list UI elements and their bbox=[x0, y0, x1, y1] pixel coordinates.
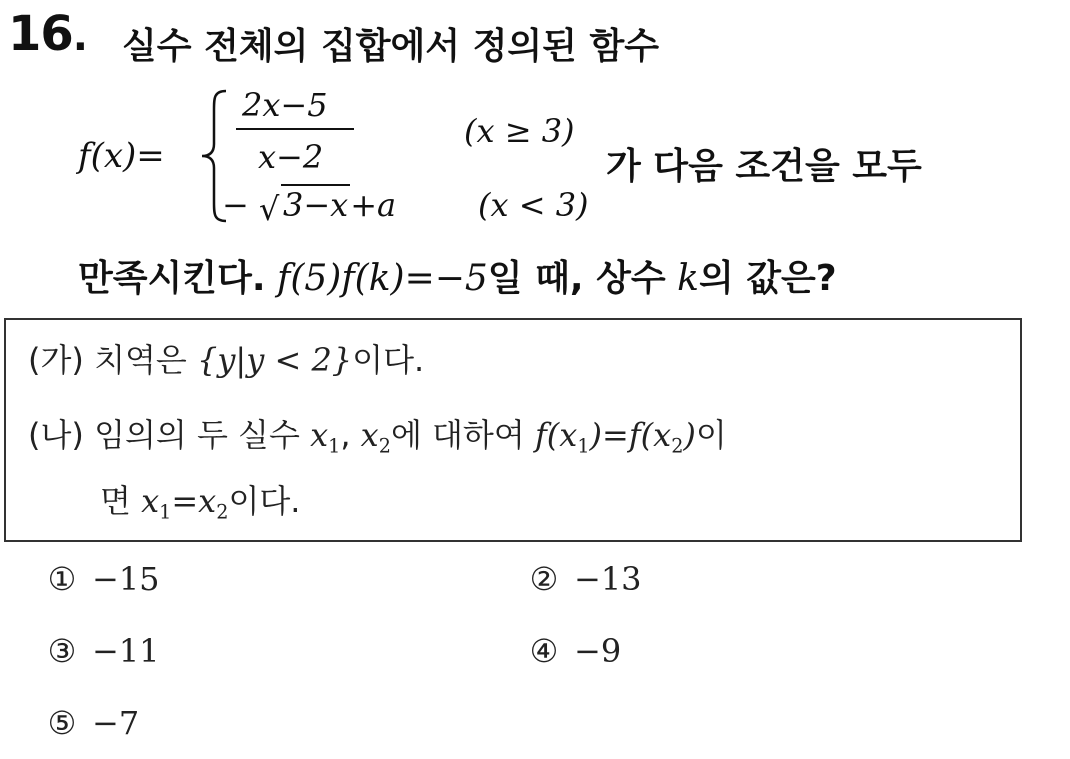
choice-2-value: −13 bbox=[574, 560, 642, 598]
sqrt-body: 3−x bbox=[282, 186, 349, 224]
condition-ga-tail: 이다. bbox=[352, 341, 425, 379]
fraction-bar bbox=[236, 128, 354, 130]
condition-na-end: 이다. bbox=[228, 482, 301, 520]
choice-2-mark: ② bbox=[529, 560, 559, 598]
radical-sign-icon: √ bbox=[258, 190, 280, 228]
condition-na-f-equation: $f(x_1)=f(x_2)$ bbox=[534, 416, 696, 458]
choice-5-value: −7 bbox=[92, 704, 140, 742]
condition-ga-math: {y|y < 2} bbox=[196, 341, 353, 379]
choice-5-mark: ⑤ bbox=[47, 704, 77, 742]
condition-na-tail: 이 bbox=[695, 416, 727, 454]
fraction-numerator: 2x−5 bbox=[242, 86, 328, 124]
choice-3[interactable] bbox=[46, 632, 160, 670]
condition-na-text: 임의의 두 실수 bbox=[94, 416, 300, 454]
choice-1[interactable] bbox=[46, 560, 160, 598]
line3-text-value: 의 값은? bbox=[698, 258, 837, 299]
choice-5[interactable] bbox=[46, 704, 139, 742]
choice-4-value: −9 bbox=[574, 632, 622, 670]
condition-na bbox=[28, 410, 727, 458]
question-stem-line2: 가 다음 조건을 모두 bbox=[606, 146, 922, 187]
question-number: 16. bbox=[8, 6, 87, 62]
piecewise-second-row bbox=[222, 186, 397, 228]
fraction-denominator: x−2 bbox=[258, 138, 324, 176]
square-root bbox=[258, 186, 350, 228]
choice-4-mark: ④ bbox=[529, 632, 559, 670]
choice-4[interactable] bbox=[528, 632, 621, 670]
condition-ga-label: (가) bbox=[28, 341, 84, 379]
condition-na-x-equality: $x_1=x_2$ bbox=[141, 482, 229, 524]
choice-1-mark: ① bbox=[47, 560, 77, 598]
line3-math-product: f(5)f(k)=−5 bbox=[277, 258, 488, 299]
condition-na-x2: $x_2$ bbox=[360, 416, 391, 458]
minus-sign: − bbox=[222, 186, 249, 224]
choice-3-mark: ③ bbox=[47, 632, 77, 670]
choice-1-value: −15 bbox=[92, 560, 160, 598]
condition-na-comma: , bbox=[340, 416, 351, 454]
condition-x-ge-3: (x ≥ 3) bbox=[464, 112, 575, 150]
condition-ga-text: 치역은 bbox=[94, 341, 187, 379]
condition-na-text2: 에 대하여 bbox=[390, 416, 525, 454]
condition-na-continued bbox=[100, 476, 300, 524]
condition-x-lt-3: (x < 3) bbox=[478, 186, 589, 224]
condition-na-label: (나) bbox=[28, 416, 84, 454]
line3-text-satisfy: 만족시킨다. bbox=[78, 258, 266, 299]
condition-na-cont: 면 bbox=[100, 482, 131, 520]
plus-a: +a bbox=[350, 186, 397, 224]
choice-2[interactable] bbox=[528, 560, 642, 598]
question-stem-line3 bbox=[78, 250, 837, 301]
choice-3-value: −11 bbox=[92, 632, 160, 670]
condition-na-x1: $x_1$ bbox=[310, 416, 341, 458]
line3-math-k: k bbox=[677, 258, 699, 299]
line3-text-when: 일 때, 상수 bbox=[487, 258, 666, 299]
function-lhs: f(x)= bbox=[78, 136, 165, 176]
condition-ga bbox=[28, 335, 424, 381]
question-stem-line1: 실수 전체의 집합에서 정의된 함수 bbox=[122, 26, 659, 67]
